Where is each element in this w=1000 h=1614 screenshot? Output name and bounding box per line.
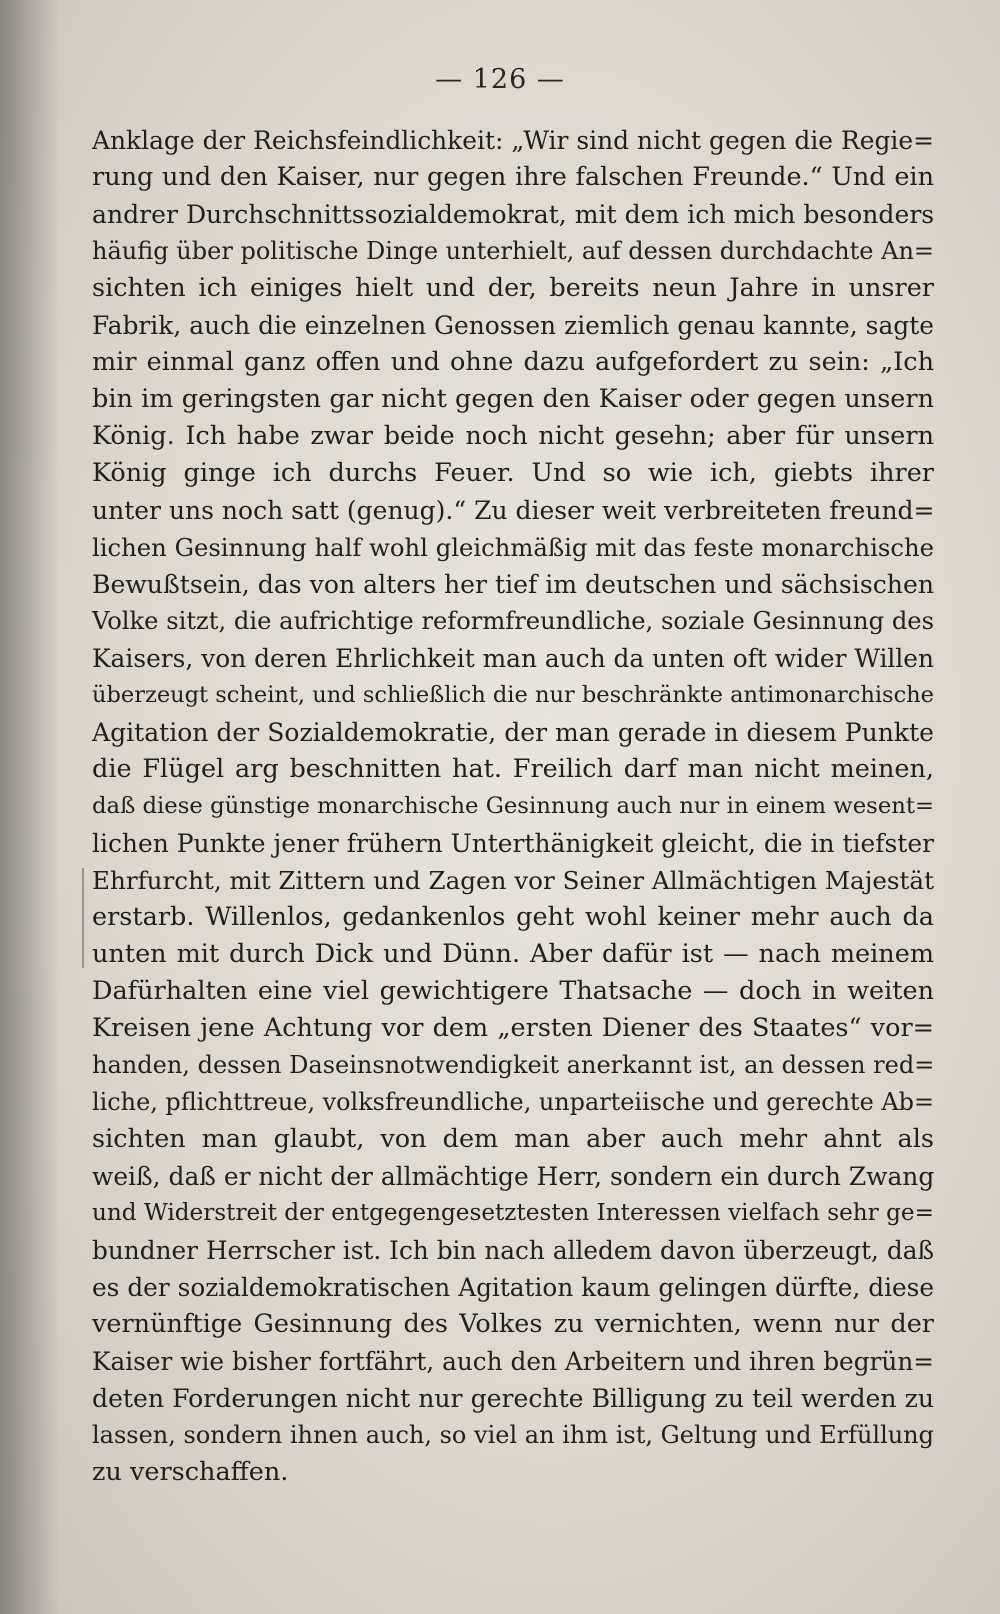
text-line: unter uns noch satt (genug).“ Zu dieser weit verbreiteten freund= [92, 496, 935, 525]
text-line: liche, pflichttreue, volksfreundliche, unparteiische und gerechte Ab= [92, 1088, 934, 1116]
page-number: — 126 — [435, 64, 565, 95]
text-line: Ehrfurcht, mit Zittern und Zagen vor Seiner Allmächtigen Majestät [92, 866, 934, 895]
text-line: handen, dessen Daseinsnotwendigkeit anerkannt ist, an dessen red= [92, 1051, 935, 1079]
text-line: lassen, sondern ihnen auch, so viel an ihm ist, Geltung und Erfüllung [92, 1421, 934, 1449]
text-line: Volke sitzt, die aufrichtige reformfreundliche, soziale Gesinnung des [92, 607, 934, 635]
text-line: Kaiser wie bisher fortfährt, auch den Arbeitern und ihren begrün= [92, 1347, 934, 1376]
text-line: rung und den Kaiser, nur gegen ihre falschen Freunde.“ Und ein [92, 162, 934, 192]
text-line: andrer Durchschnittssozialdemokrat, mit dem ich mich besonders [92, 200, 935, 229]
text-line: es der sozialdemokratischen Agitation kaum gelingen dürfte, diese [92, 1273, 934, 1302]
text-line: Bewußtsein, das von alters her tief im deutschen und sächsischen [92, 570, 934, 599]
text-line: vernünftige Gesinnung des Volkes zu vernichten, wenn nur der [92, 1309, 934, 1339]
margin-pencil-mark [82, 868, 84, 968]
text-line: überzeugt scheint, und schließlich die nur beschränkte antimonarchische [92, 682, 934, 708]
text-line: sichten ich einiges hielt und der, bereits neun Jahre in unsrer [92, 273, 934, 303]
page-gutter-shadow [0, 0, 60, 1614]
text-line: daß diese günstige monarchische Gesinnung auch nur in einem wesent= [92, 793, 935, 819]
text-line: unten mit durch Dick und Dünn. Aber dafür ist — nach meinem [92, 939, 934, 969]
text-line: und Widerstreit der entgegengesetztesten Interessen vielfach sehr ge= [92, 1200, 934, 1226]
text-line: Dafürhalten eine viel gewichtigere Thatsache — doch in weiten [92, 976, 934, 1006]
text-line: häufig über politische Dinge unterhielt, auf dessen durchdachte An= [92, 237, 935, 265]
text-line: deten Forderungen nicht nur gerechte Billigung zu teil werden zu [92, 1384, 934, 1413]
text-line: die Flügel arg beschnitten hat. Freilich darf man nicht meinen, [92, 754, 934, 784]
text-line: erstarb. Willenlos, gedankenlos geht wohl keiner mehr auch da [92, 902, 934, 932]
text-line: König ginge ich durchs Feuer. Und so wie ich, giebts ihrer [92, 458, 934, 488]
text-line: Kreisen jene Achtung vor dem „ersten Diener des Staates“ vor= [92, 1013, 934, 1043]
text-line: mir einmal ganz offen und ohne dazu aufgefordert zu sein: „Ich [92, 347, 934, 377]
text-line: bundner Herrscher ist. Ich bin nach alledem davon überzeugt, daß [92, 1236, 934, 1265]
text-line: weiß, daß er nicht der allmächtige Herr, sondern ein durch Zwang [92, 1162, 935, 1191]
text-line: Agitation der Sozialdemokratie, der man gerade in diesem Punkte [92, 718, 934, 747]
text-line: Anklage der Reichsfeindlichkeit: „Wir sind nicht gegen die Regie= [92, 126, 934, 155]
text-line: sichten man glaubt, von dem man aber auch mehr ahnt als [92, 1124, 934, 1154]
text-line: zu verschaffen. [92, 1457, 289, 1487]
text-line: lichen Gesinnung half wohl gleichmäßig mit das feste monarchische [92, 533, 934, 562]
text-line: bin im geringsten gar nicht gegen den Kaiser oder gegen unsern [92, 384, 934, 414]
text-line: lichen Punkte jener frühern Unterthänigkeit gleicht, die in tiefster [92, 829, 934, 858]
text-line: Fabrik, auch die einzelnen Genossen ziemlich genau kannte, sagte [92, 311, 934, 340]
body-text [92, 122, 934, 1491]
text-line: Kaisers, von deren Ehrlichkeit man auch da unten oft wider Willen [92, 644, 934, 673]
text-line: König. Ich habe zwar beide noch nicht gesehn; aber für unsern [92, 421, 934, 451]
